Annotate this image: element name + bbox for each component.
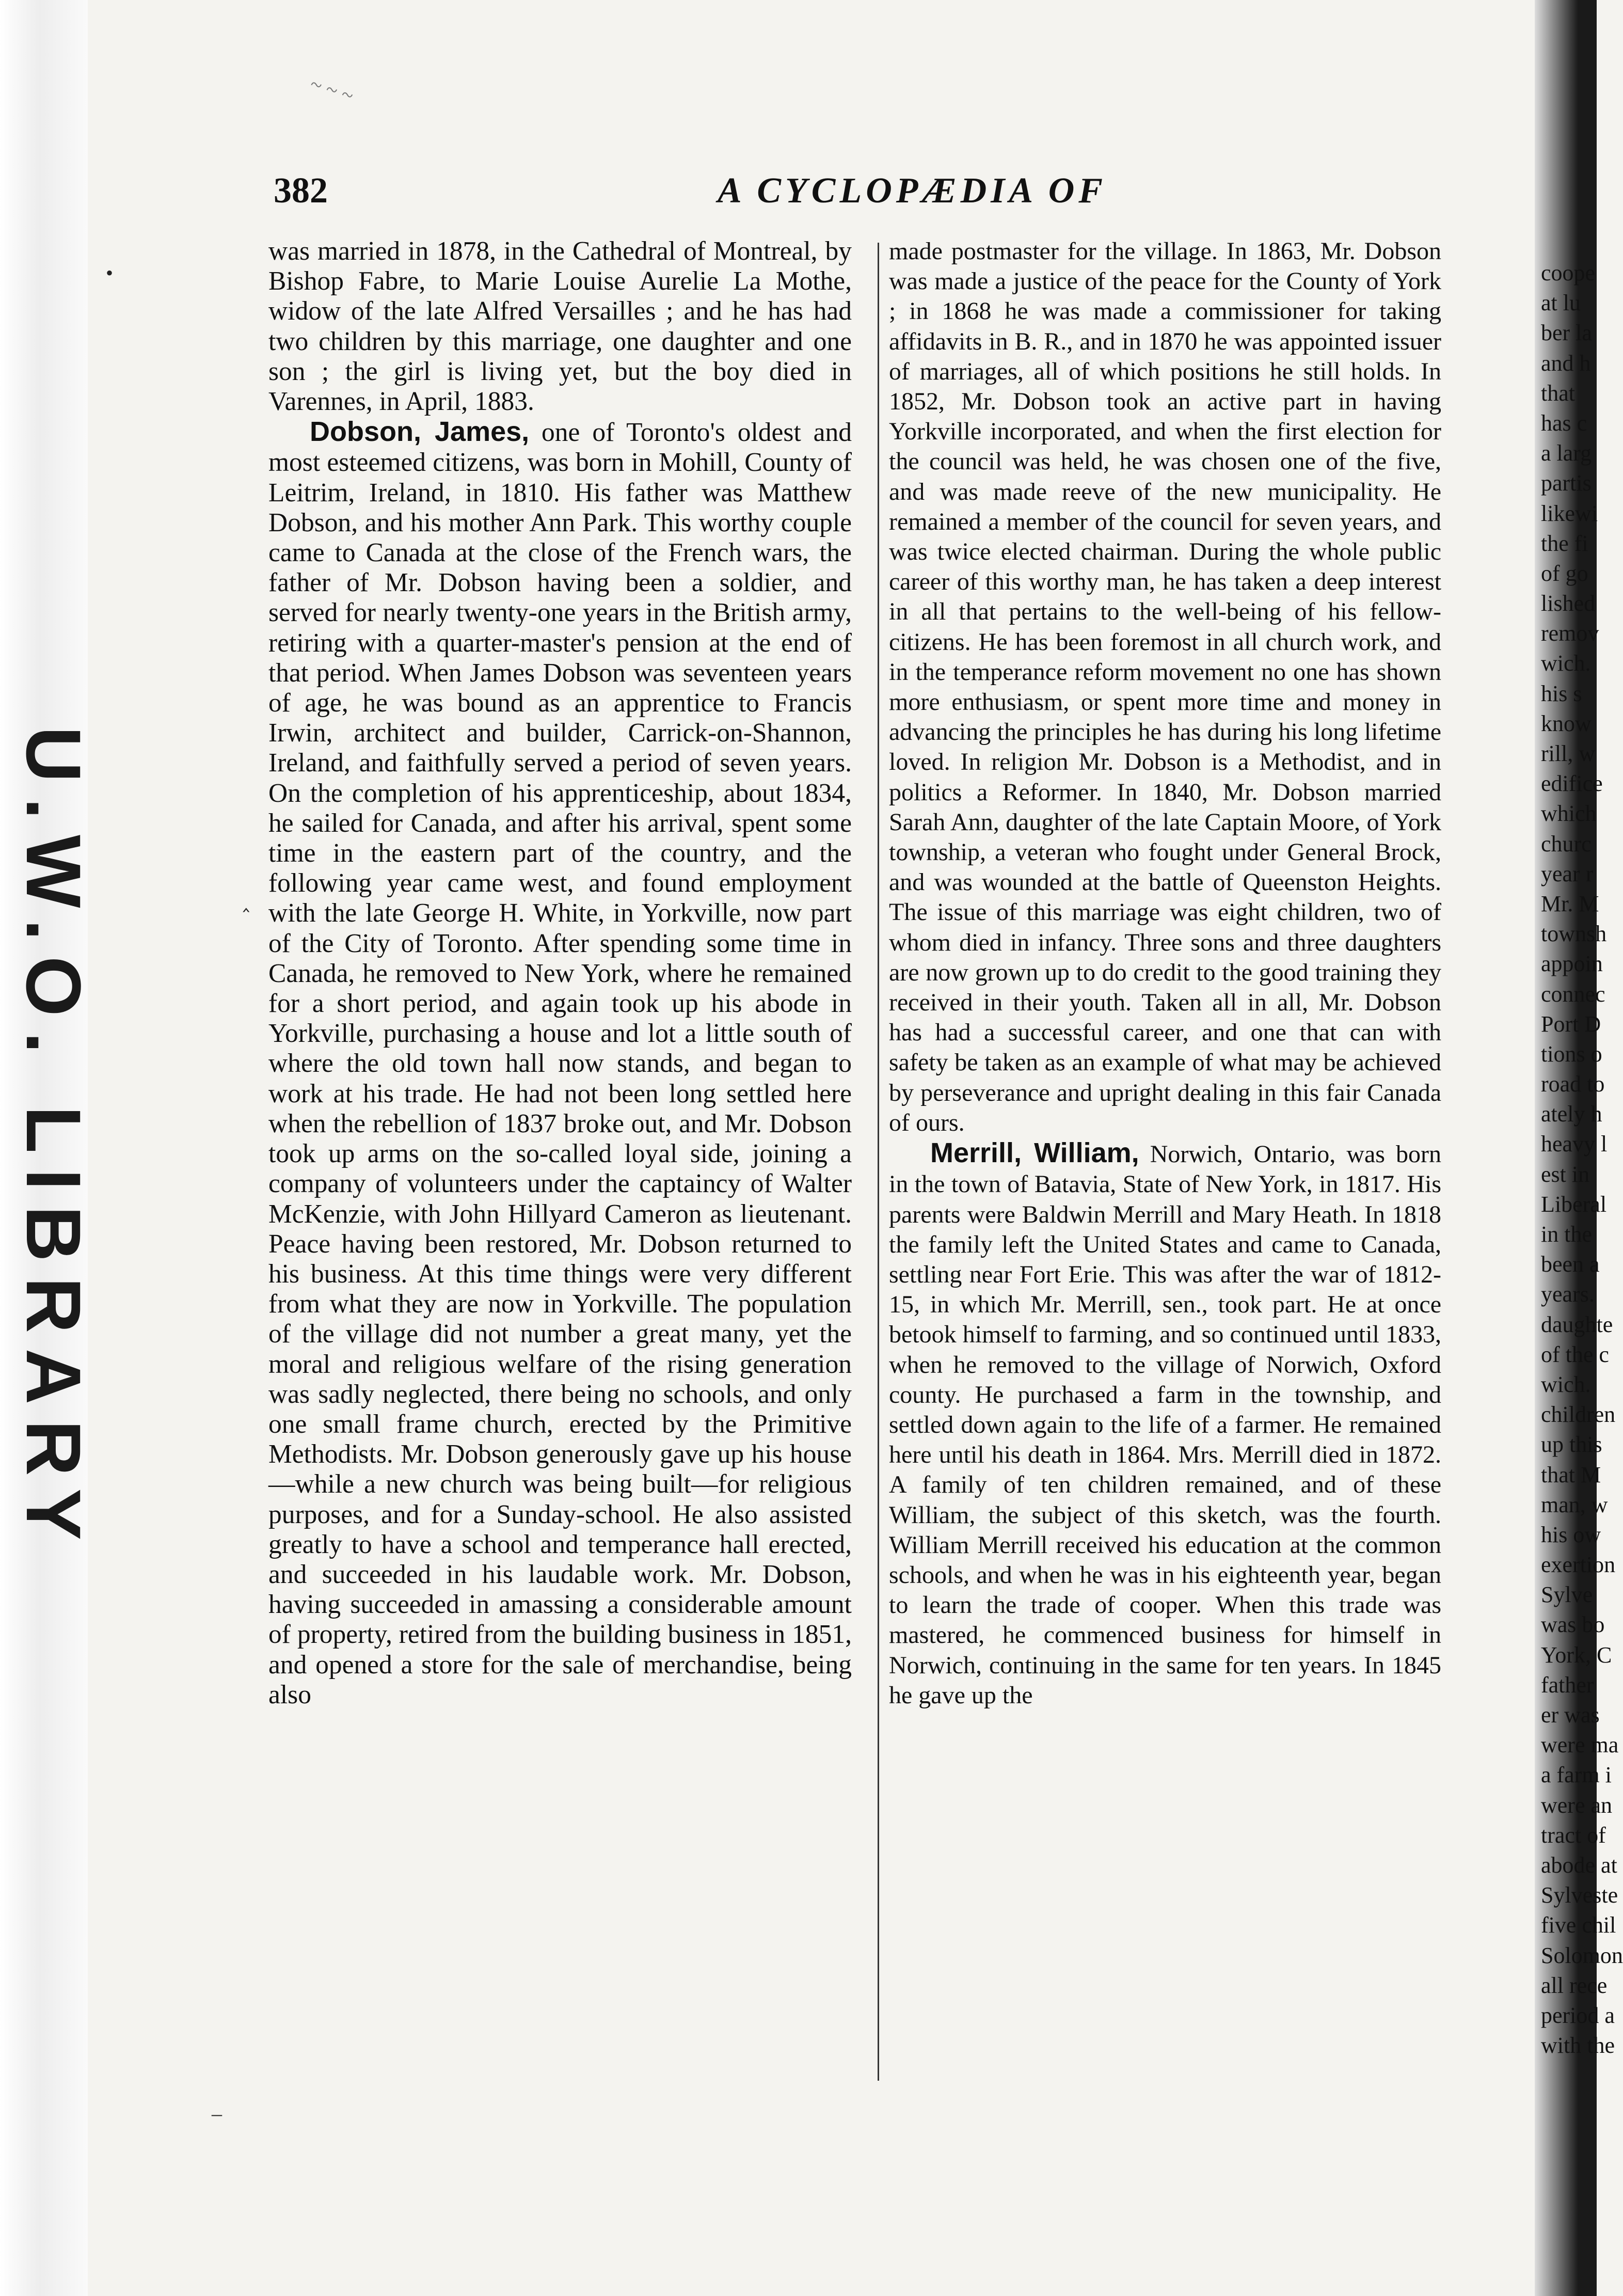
column-3-fragment: up this	[1541, 1432, 1602, 1458]
library-stamp	[0, 0, 97, 2296]
column-3-fragment: Mr. M	[1541, 891, 1599, 916]
column-3-fragment: were an	[1541, 1792, 1613, 1818]
column-3-fragment: York, C	[1541, 1642, 1612, 1668]
margin-mark: •	[106, 261, 114, 284]
column-3-fragment: has c	[1541, 410, 1587, 436]
column-3-fragment: know	[1541, 710, 1592, 736]
column-3-fragment: years.	[1541, 1281, 1595, 1307]
pencil-scribble: ~ ~ ~	[307, 71, 356, 108]
page-header	[274, 170, 1440, 222]
column-3-fragment: his ow	[1541, 1522, 1601, 1547]
column-3-fragment: lished	[1541, 591, 1596, 616]
entry-name-dobson: Dobson, James,	[310, 416, 530, 448]
library-stamp-text: U.W.O. LIBRARY	[10, 726, 97, 1556]
column-3-fragment: likewi	[1541, 500, 1598, 526]
running-head: A CYCLOPÆDIA OF	[718, 171, 1107, 211]
column-rule	[878, 243, 879, 2081]
entry-dobson	[268, 417, 852, 1710]
column-3-fragment: which	[1541, 801, 1597, 827]
column-3-fragment: ately h	[1541, 1101, 1602, 1127]
column-3-fragment: been a	[1541, 1252, 1600, 1277]
text-column-1	[268, 236, 852, 1710]
column-3-fragment: in the	[1541, 1222, 1592, 1247]
column-3-fragment: of the c	[1541, 1341, 1609, 1367]
column-3-fragment: and h	[1541, 350, 1591, 376]
entry-merrill	[889, 1138, 1441, 1711]
column-3-fragment: rill, w	[1541, 741, 1596, 766]
column-3-fragment: children	[1541, 1402, 1616, 1428]
column-3-fragment: ber la	[1541, 320, 1592, 346]
column-3-fragment: road to	[1541, 1071, 1605, 1097]
entry-name-merrill: Merrill, William,	[930, 1137, 1139, 1169]
column-3-fragment: er was	[1541, 1702, 1600, 1728]
column-3-fragment: abode at	[1541, 1852, 1617, 1878]
column-3-fragment: father	[1541, 1672, 1594, 1698]
column-3-fragment: of go	[1541, 560, 1588, 586]
column-3-fragment: coope	[1541, 260, 1596, 286]
column-3-fragment: were ma	[1541, 1732, 1619, 1758]
column-3-fragment: connec	[1541, 981, 1605, 1007]
column-3-fragment: a larg	[1541, 440, 1592, 466]
column-3-fragment: year r	[1541, 861, 1594, 886]
column-3-fragment: all rece	[1541, 1972, 1608, 1998]
column-3-fragment: wich.	[1541, 651, 1591, 676]
text-column-3-cropped	[1541, 258, 1623, 2061]
column-3-fragment: Sylve	[1541, 1582, 1593, 1608]
column-3-fragment: Port D	[1541, 1011, 1601, 1037]
column-3-fragment: est in	[1541, 1161, 1590, 1187]
column-3-fragment: tract of	[1541, 1822, 1606, 1848]
column-3-fragment: remov	[1541, 621, 1599, 646]
column-3-fragment: churc	[1541, 831, 1592, 857]
column-3-fragment: townsh	[1541, 921, 1607, 947]
margin-mark: –	[212, 2102, 222, 2125]
paragraph-dobson-continued: made postmaster for the village. In 1863, Mr. Dobson was made a justice of the peace for the County of York ; in 1868 he was made a commissioner for taking affidavits in B. R., and in 1870 he was appointed issuer of marriages, all of which positions he still holds. In 1852, Mr. Dobson took an active part in having Yorkville incorporated, and when the first election for the council was held, he was chosen one of the five, and was made reeve of the new municipality. He remained a member of the council for seven years, and was twice elected chairman. During the whole public career of this worthy man, he has taken a deep interest in all that pertains to the well-being of his fellow-citizens. He has been foremost in all church work, and in the temperance reform movement no one has shown more enthusiasm, or spent more time and money in advancing the principles he has during his long lifetime loved. In religion Mr. Dobson is a Methodist, and in politics a Reformer. In 1840, Mr. Dobson married Sarah Ann, daughter of the late Captain Moore, of York township, a veteran who fought under General Brock, and was wounded at the battle of Queenston Heights. The issue of this marriage was eight children, two of whom died in infancy. Three sons and three daughters are now grown up to do credit to the good training they received in their youth. Taken all in all, Mr. Dobson has had a successful career, and one that can with safety be taken as an example of what may be achieved by perseverance and upright dealing in this fair Canada of ours.	[889, 237, 1441, 1136]
column-3-fragment: that M	[1541, 1462, 1601, 1487]
margin-mark: ‸	[243, 889, 250, 912]
column-3-fragment: five chil	[1541, 1912, 1616, 1938]
column-3-fragment: his s	[1541, 680, 1582, 706]
column-3-fragment: appoin	[1541, 951, 1603, 977]
column-3-fragment: wich.	[1541, 1371, 1591, 1397]
page-number: 382	[274, 171, 328, 211]
column-3-fragment: that	[1541, 380, 1575, 406]
column-3-fragment: edifice	[1541, 771, 1603, 797]
column-3-fragment: a farm i	[1541, 1762, 1612, 1788]
paragraph-continued: was married in 1878, in the Cathedral of Montreal, by Bishop Fabre, to Marie Louise Aurelie La Mothe, widow of the late Alfred Versailles ; and he has had two children by this marriage, one daughter and one son ; the girl is living yet, but the boy died in Varennes, in April, 1883.	[268, 236, 852, 417]
column-3-fragment: period a	[1541, 2002, 1615, 2028]
column-3-fragment: tions o	[1541, 1041, 1602, 1067]
column-3-fragment: daughte	[1541, 1311, 1613, 1337]
entry-body-merrill: Norwich, Ontario, was born in the town of Batavia, State of New York, in 1817. His parents were Baldwin Merrill and Mary Heath. In 1818 the family left the United States and came to Canada, settling near Fort Erie. This was after the war of 1812-15, in which Mr. Merrill, sen., took part. He at once betook himself to farming, and so continued until 1833, when he removed to the village of Norwich, Oxford county. He purchased a farm in the township, and settled down again to the life of a farmer. He remained here until his death in 1864. Mrs. Merrill died in 1872. A family of ten children remained, and of these William, the subject of this sketch, was the fourth. William Merrill received his education at the common schools, and when he was in his eighteenth year, began to learn the trade of cooper. When this trade was mastered, he commenced business for himself in Norwich, continuing in the same for ten years. In 1845 he gave up the	[889, 1141, 1441, 1709]
column-3-fragment: Solomon	[1541, 1942, 1623, 1968]
column-3-fragment: exertion	[1541, 1552, 1616, 1578]
column-3-fragment: Liberal	[1541, 1191, 1607, 1217]
column-3-fragment: partis	[1541, 470, 1592, 496]
text-column-2	[889, 236, 1441, 1711]
column-3-fragment: with the	[1541, 2033, 1615, 2059]
column-3-fragment: Sylveste	[1541, 1882, 1618, 1908]
entry-body-dobson: one of Toronto's oldest and most esteemed citizens, was born in Mohill, County of Leitrim, Ireland, in 1810. His father was Matthew Dobson, and his mother Ann Park. This worthy couple came to Canada at the close of the French wars, the father of Mr. Dobson having been a soldier, and served for nearly twenty-one years in the British army, retiring with a quarter-master's pension at the end of that period. When James Dobson was seventeen years of age, he was bound as an apprentice to Francis Irwin, architect and builder, Carrick-on-Shannon, Ireland, and faithfully served a period of seven years. On the completion of his apprenticeship, about 1834, he sailed for Canada, and after his arrival, spent some time in the eastern part of the country, and the following year came west, and found employment with the late George H. White, in Yorkville, now part of the City of Toronto. After spending some time in Canada, he removed to New York, where he remained for a short period, and again took up his abode in Yorkville, purchasing a house and lot a little south of where the old town hall now stands, and began to work at his trade. He had not been long settled here when the rebellion of 1837 broke out, and Mr. Dobson took up arms on the so-called loyal side, joining a company of volunteers under the captaincy of Walter McKenzie, with John Hillyard Cameron as lieutenant. Peace having been restored, Mr. Dobson returned to his business. At this time things were very different from what they are now in Yorkville. The population of the village did not number a great many, yet the moral and religious welfare of the rising generation was sadly neglected, there being no schools, and only one small frame church, erected by the Primitive Methodists. Mr. Dobson generously gave up his house—while a new church was being built—for religious purposes, and for a Sunday-school. He also assisted greatly to have a school and temperance hall erected, and succeeded in his laudable work. Mr. Dobson, having succeeded in amassing a considerable amount of property, retired from the building business in 1851, and opened a store for the sale of merchandise, being also	[268, 418, 852, 1709]
column-3-fragment: man, w	[1541, 1492, 1608, 1517]
column-3-fragment: at lu	[1541, 290, 1581, 316]
column-3-fragment: was bo	[1541, 1612, 1605, 1638]
column-3-fragment: heavy l	[1541, 1131, 1608, 1157]
column-3-fragment: the fi	[1541, 530, 1588, 556]
